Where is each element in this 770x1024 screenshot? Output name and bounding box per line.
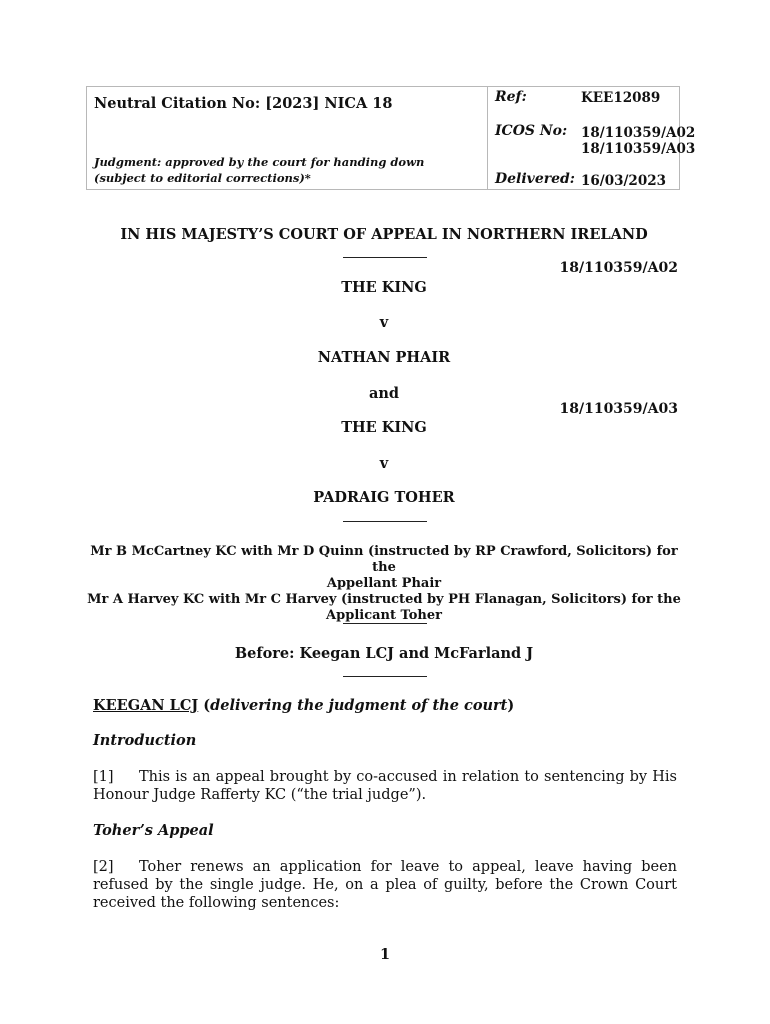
case2-party2: PADRAIG TOHER — [313, 489, 455, 506]
paragraph-number: [1] — [93, 769, 114, 785]
introduction-heading: Introduction — [93, 732, 197, 749]
counsel-line4: Applicant Toher — [326, 608, 442, 623]
before-judges: Before: Keegan LCJ and McFarland J — [234, 645, 534, 662]
paragraph-text: This is an appeal brought by co-accused in relation to sentencing by His Honour Judge Rafferty KC (“the trial judge”). — [93, 769, 677, 803]
judge-close-paren: ) — [507, 697, 515, 714]
toher-appeal-heading: Toher’s Appeal — [93, 822, 214, 839]
case1-number: 18/110359/A02 — [559, 260, 678, 276]
paragraph-2 — [93, 858, 677, 912]
paragraph-number: [2] — [93, 859, 114, 875]
judgment-note-line2: (subject to editorial corrections)* — [94, 171, 311, 185]
judge-name: KEEGAN LCJ — [93, 697, 199, 714]
ref-value: KEE12089 — [581, 90, 661, 106]
judge-heading — [93, 697, 514, 714]
paragraph-1 — [93, 768, 677, 804]
case2-number: 18/110359/A03 — [559, 401, 678, 417]
case-and: and — [368, 385, 400, 402]
divider-rule — [343, 623, 427, 624]
case1-versus: v — [379, 314, 389, 331]
icos-value-2: 18/110359/A03 — [581, 141, 696, 157]
court-title: IN HIS MAJESTY’S COURT OF APPEAL IN NORTHERN IRELAND — [120, 226, 648, 243]
paragraph-text: Toher renews an application for leave to appeal, leave having been refused by the single judge. He, on a plea of guilty, before the Crown Court received the following sentences: — [93, 859, 677, 911]
neutral-citation: Neutral Citation No: [2023] NICA 18 — [94, 95, 393, 112]
delivered-value: 16/03/2023 — [581, 173, 667, 189]
counsel-line1: Mr B McCartney KC with Mr D Quinn (instructed by RP Crawford, Solicitors) for the — [90, 544, 678, 575]
counsel-line3: Mr A Harvey KC with Mr C Harvey (instructed by PH Flanagan, Solicitors) for the — [87, 592, 681, 607]
case1-party2: NATHAN PHAIR — [317, 349, 451, 366]
judgment-note — [94, 154, 424, 186]
divider-rule — [343, 257, 427, 258]
icos-value — [581, 125, 695, 157]
divider-rule — [343, 676, 427, 677]
delivered-label: Delivered: — [495, 171, 575, 187]
ref-label: Ref: — [495, 89, 527, 105]
case2-versus: v — [379, 455, 389, 472]
judge-role: delivering the judgment of the court — [210, 697, 508, 714]
counsel-block — [86, 544, 682, 624]
divider-rule — [343, 521, 427, 522]
icos-label: ICOS No: — [495, 123, 568, 139]
citation-header-box — [86, 86, 696, 190]
case1-party1: THE KING — [341, 279, 427, 296]
judgment-note-line1: Judgment: approved by the court for handing down — [94, 155, 425, 169]
case2-party1: THE KING — [341, 419, 427, 436]
page-number: 1 — [379, 946, 391, 963]
judge-open-paren: ( — [198, 697, 211, 714]
header-divider — [487, 87, 488, 189]
icos-value-1: 18/110359/A02 — [581, 125, 696, 141]
counsel-line2: Appellant Phair — [326, 576, 442, 591]
